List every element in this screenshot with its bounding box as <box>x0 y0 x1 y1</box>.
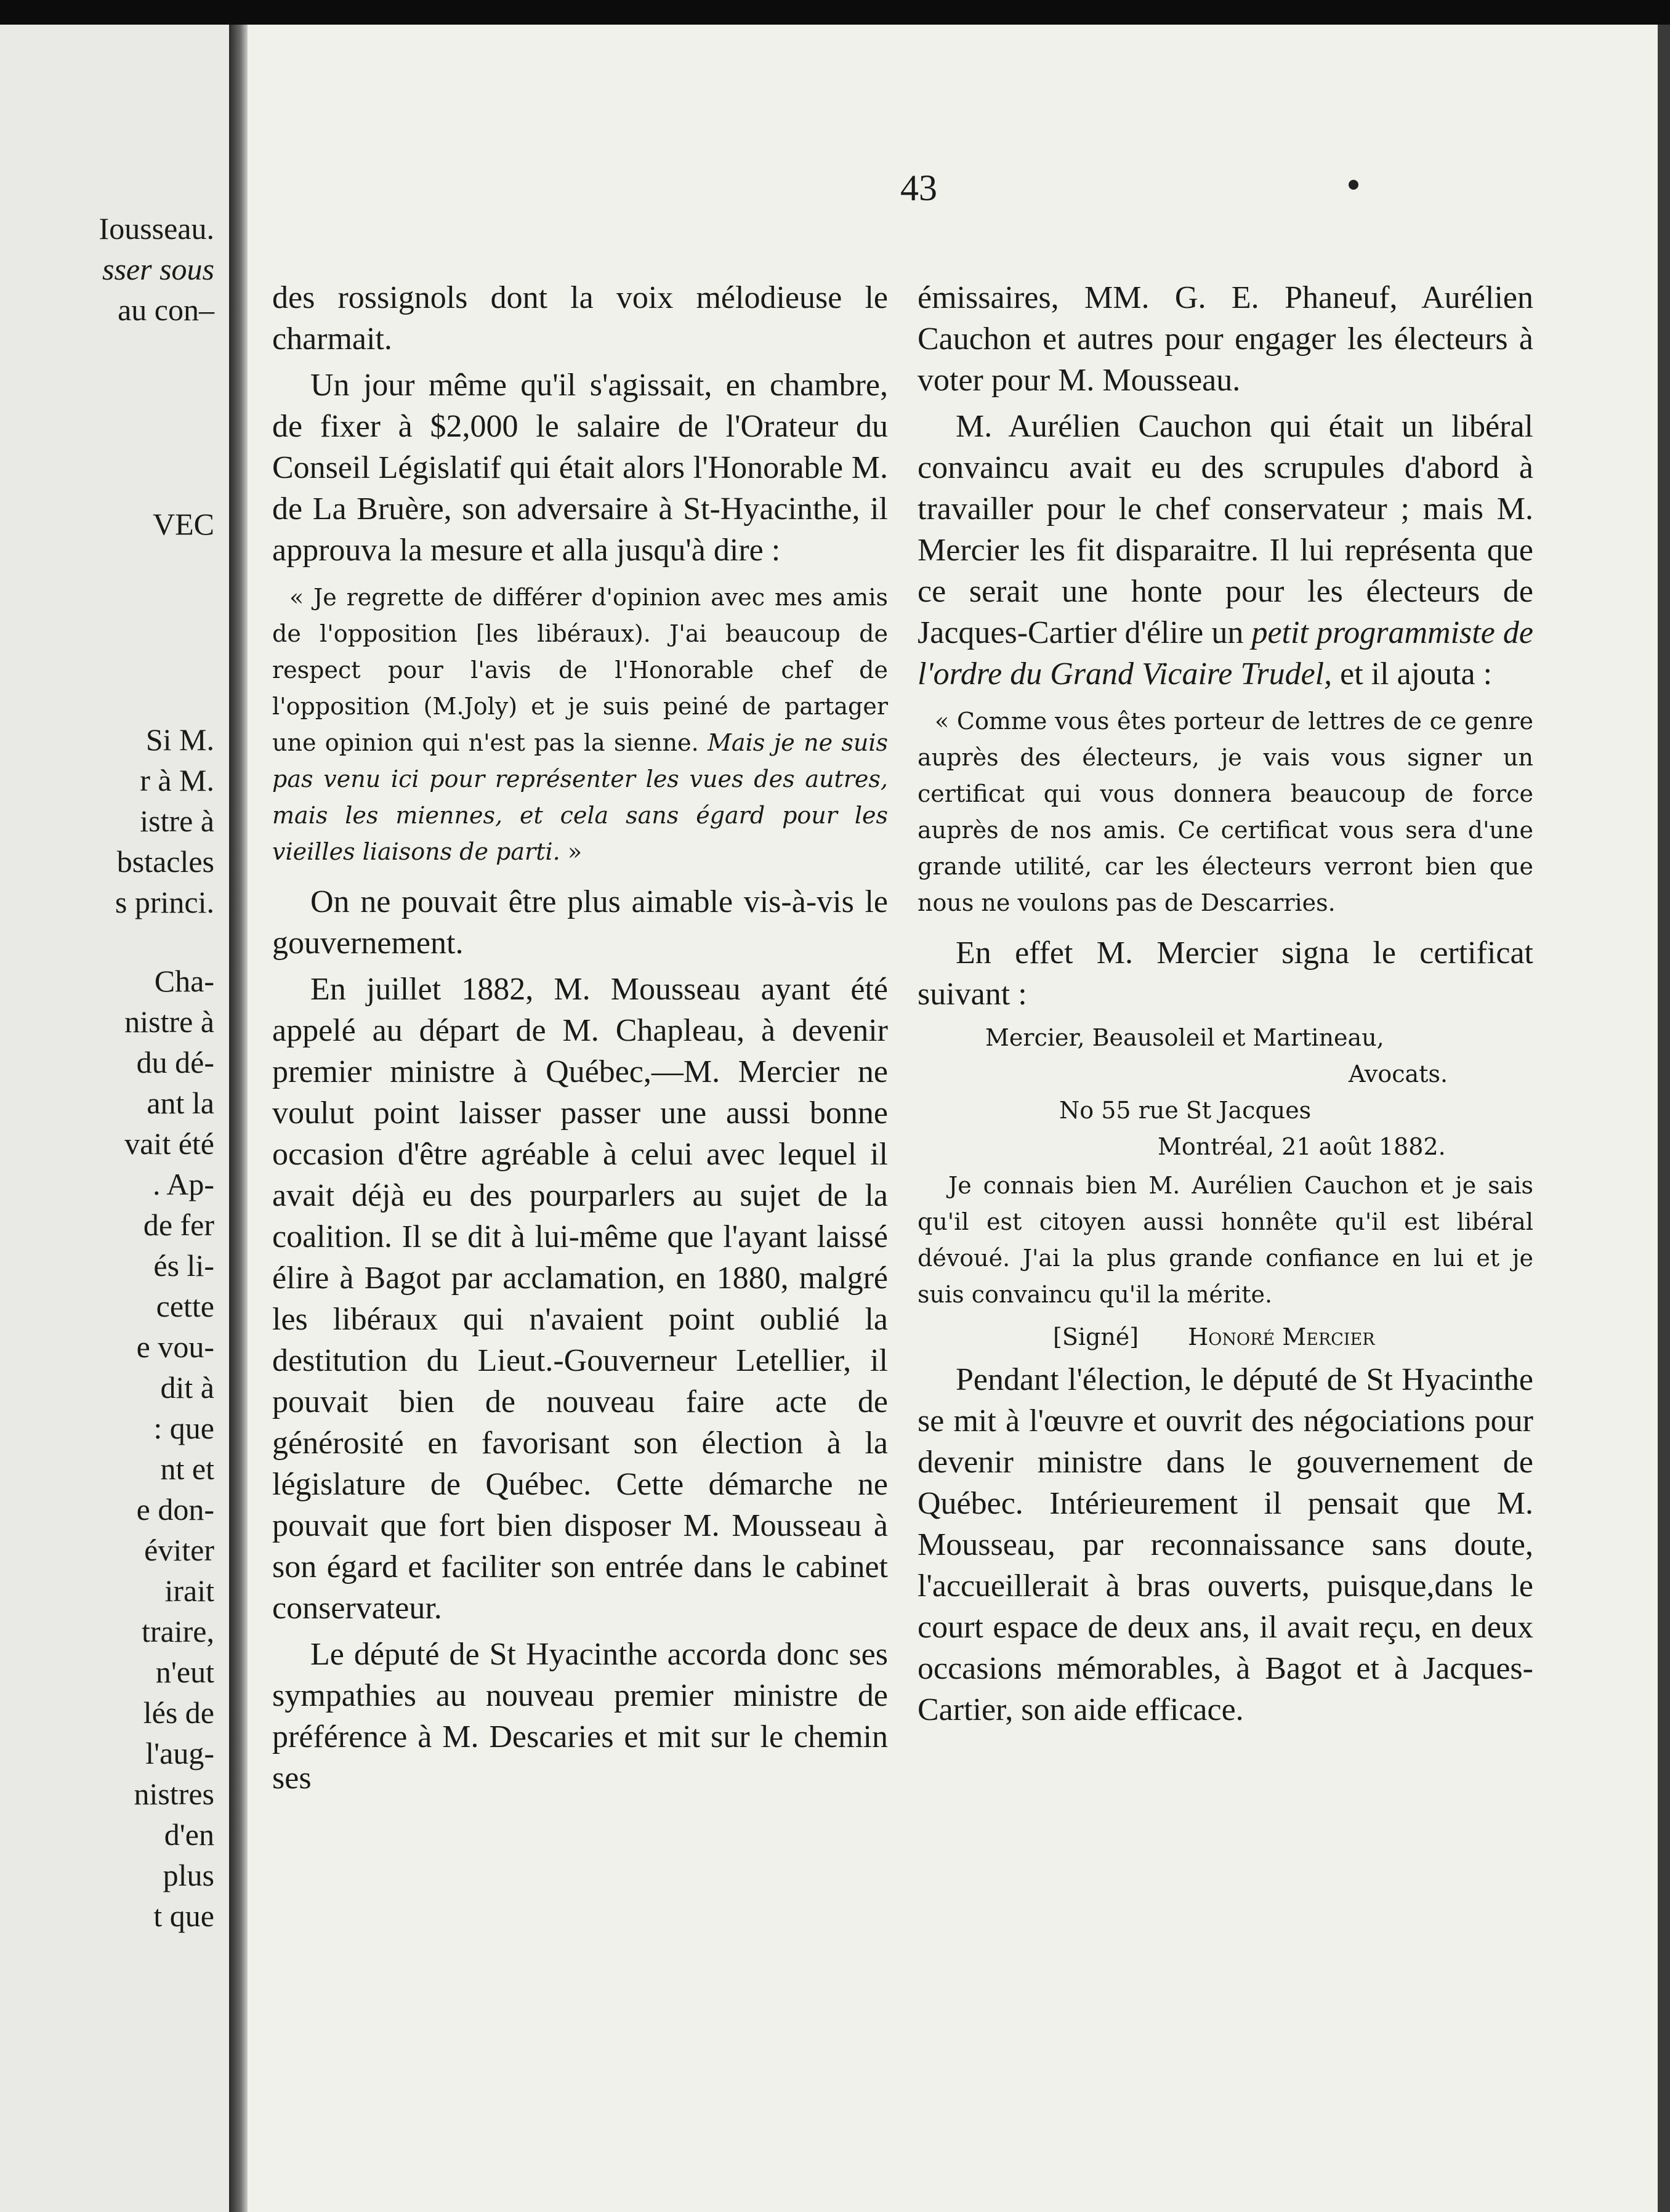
book-page <box>248 25 1658 2212</box>
facing-page-fragment: Iousseau. <box>99 211 214 246</box>
paragraph: En juillet 1882, M. Mousseau ayant été appelé au départ de M. Chapleau, à devenir premier ministre à Québec,—M. Mercier ne voulut point laisser passer une aussi bonne occasion d'être agréable à celui avec lequel il avait déjà eu des pourparlers au sujet de la coalition. Il se dit à lui-même que l'ayant laissé élire à Bagot par acclamation, en 1880, malgré les libéraux qui n'avaient point oublié la destitution du Lieut.-Gouverneur Letellier, il pouvait bien de nouveau faire acte de générosité en favorisant son élection à la législature de Québec. Cette démarche ne pouvait que fort bien disposer M. Mousseau à son égard et faciliter son entrée dans le cabinet conservateur. <box>272 972 888 1626</box>
paragraph <box>918 406 1533 695</box>
certificate-address: No 55 rue St Jacques <box>1059 1097 1312 1124</box>
paragraph: En effet M. Mercier signa le certificat suivant : <box>918 935 1533 1012</box>
facing-page-fragment: cette <box>156 1289 214 1323</box>
facing-page-fragment: d'en <box>164 1817 214 1852</box>
column-left <box>272 277 888 1804</box>
facing-page-fragment: Cha- <box>154 964 214 998</box>
paragraph: Pendant l'élection, le député de St Hyacinthe se mit à l'œuvre et ouvrit des négociations pour devenir ministre dans le gouvernement de Québec. Intérieurement il pensait que M. Mousseau, par reconnaissance sans doute, l'accueillerait à bras ouverts, puisque,dans le court espace de deux ans, il avait reçu, en deux occasions mémorables, à Bagot et à Jacques-Cartier, son aide efficace. <box>918 1362 1533 1727</box>
facing-page-fragment: nt et <box>160 1451 214 1486</box>
facing-page-fragment: r à M. <box>140 763 214 797</box>
facing-page-fragment: lés de <box>143 1695 214 1730</box>
facing-page-left <box>0 25 229 2212</box>
block-quote: « Comme vous êtes porteur de lettres de ce genre auprès des électeurs, je vais vous signer un certificat qui vous donnera beaucoup de force auprès de nos amis. Ce certificat vous sera d'une grande utilité, car les électeurs verront bien que nous ne voulons pas de Descarries. <box>918 708 1533 916</box>
facing-page-fragment: traire, <box>142 1614 214 1649</box>
facing-page-fragment: du dé- <box>136 1045 214 1080</box>
scan-right-border <box>1658 25 1670 2212</box>
facing-page-fragment: nistres <box>134 1777 214 1811</box>
facing-page-fragment: istre à <box>140 804 214 838</box>
facing-page-fragment: de fer <box>143 1208 214 1242</box>
certificate-firm: Mercier, Beausoleil et Martineau, <box>985 1024 1384 1051</box>
ink-dot <box>1349 180 1358 190</box>
facing-page-fragment: : que <box>153 1411 214 1445</box>
italic-phrase: petit programmiste de l'ordre du Grand Vicaire Trudel, <box>918 615 1533 692</box>
facing-page-fragment: irait <box>164 1573 214 1608</box>
certificate <box>918 1020 1533 1355</box>
paragraph-text: M. Aurélien Cauchon qui était un libéral convaincu avait eu des scrupules d'abord à travailler pour le chef conservateur ; mais M. Mercier les fit disparaitre. Il lui représenta que ce serait une honte pour les électeurs de Jacques-Cartier d'élire un <box>918 409 1533 650</box>
paragraph: émissaires, MM. G. E. Phaneuf, Aurélien Cauchon et autres pour engager les électeurs à voter pour M. Mousseau. <box>918 280 1533 398</box>
paragraph: Le député de St Hyacinthe accorda donc ses sympathies au nouveau premier ministre de préférence à M. Descaries et mit sur le chemin ses <box>272 1637 888 1796</box>
facing-page-fragment: l'aug- <box>145 1736 214 1770</box>
facing-page-fragment: e don- <box>136 1492 214 1527</box>
paragraph: Un jour même qu'il s'agissait, en chambre, de fixer à $2,000 le salaire de l'Orateur du Conseil Législatif qui était alors l'Honorable M. de La Bruère, son adversaire à St-Hyacinthe, il approuva la mesure et alla jusqu'à dire : <box>272 368 888 568</box>
quote-italic-text: Mais je ne suis pas venu ici pour représenter les vues des autres, mais les miennes, et cela sans égard pour les vieilles liaisons de parti. <box>272 729 888 865</box>
facing-page-fragment: vait été <box>124 1126 214 1161</box>
facing-page-fragment: . Ap- <box>153 1167 214 1201</box>
signer-name: Honoré Mercier <box>1188 1323 1375 1350</box>
facing-page-fragment: Si M. <box>145 722 214 757</box>
facing-page-fragment: s princi. <box>115 885 214 919</box>
quote-close: » <box>560 838 583 865</box>
paragraph-text: et il ajouta : <box>1332 656 1493 692</box>
facing-page-fragment: dit à <box>160 1370 214 1405</box>
facing-page-fragment: és li- <box>153 1248 214 1283</box>
signature-line <box>918 1319 1533 1355</box>
facing-page-fragment: au con– <box>118 293 214 327</box>
column-right <box>918 277 1533 1735</box>
facing-page-fragment: bstacles <box>116 844 214 879</box>
facing-page-fragment: n'eut <box>155 1655 214 1689</box>
facing-page-fragment: ant la <box>147 1086 214 1120</box>
facing-page-fragment: sser sous <box>102 252 214 286</box>
scan-top-border <box>0 0 1670 25</box>
certificate-title: Avocats. <box>1349 1060 1448 1088</box>
paragraph: des rossignols dont la voix mélodieuse le charmait. <box>272 280 888 357</box>
signed-mark: [Signé] <box>1053 1323 1139 1350</box>
facing-page-fragment: nistre à <box>124 1004 214 1039</box>
quote-text: « Je regrette de différer d'opinion avec mes amis de l'opposition [les libéraux). J'ai beaucoup de respect pour l'avis de l'Honorable chef de l'opposition (M.Joly) et je suis peiné de partager une opinion qui n'est pas la sienne. <box>272 584 888 756</box>
facing-page-fragment: éviter <box>144 1533 214 1567</box>
facing-page-fragment: e vou- <box>136 1330 214 1364</box>
book-gutter <box>229 25 248 2212</box>
facing-page-fragment: plus <box>163 1858 214 1892</box>
block-quote <box>272 579 888 870</box>
certificate-body: Je connais bien M. Aurélien Cauchon et je sais qu'il est citoyen aussi honnête qu'il est libéral dévoué. J'ai la plus grande confiance en lui et je suis convaincu qu'il la mérite. <box>918 1172 1533 1308</box>
page-number: 43 <box>900 168 937 208</box>
certificate-date: Montréal, 21 août 1882. <box>1158 1133 1446 1160</box>
facing-page-fragment: VEC <box>153 507 214 541</box>
paragraph: On ne pouvait être plus aimable vis-à-vis le gouvernement. <box>272 884 888 961</box>
facing-page-fragment: t que <box>153 1899 214 1933</box>
